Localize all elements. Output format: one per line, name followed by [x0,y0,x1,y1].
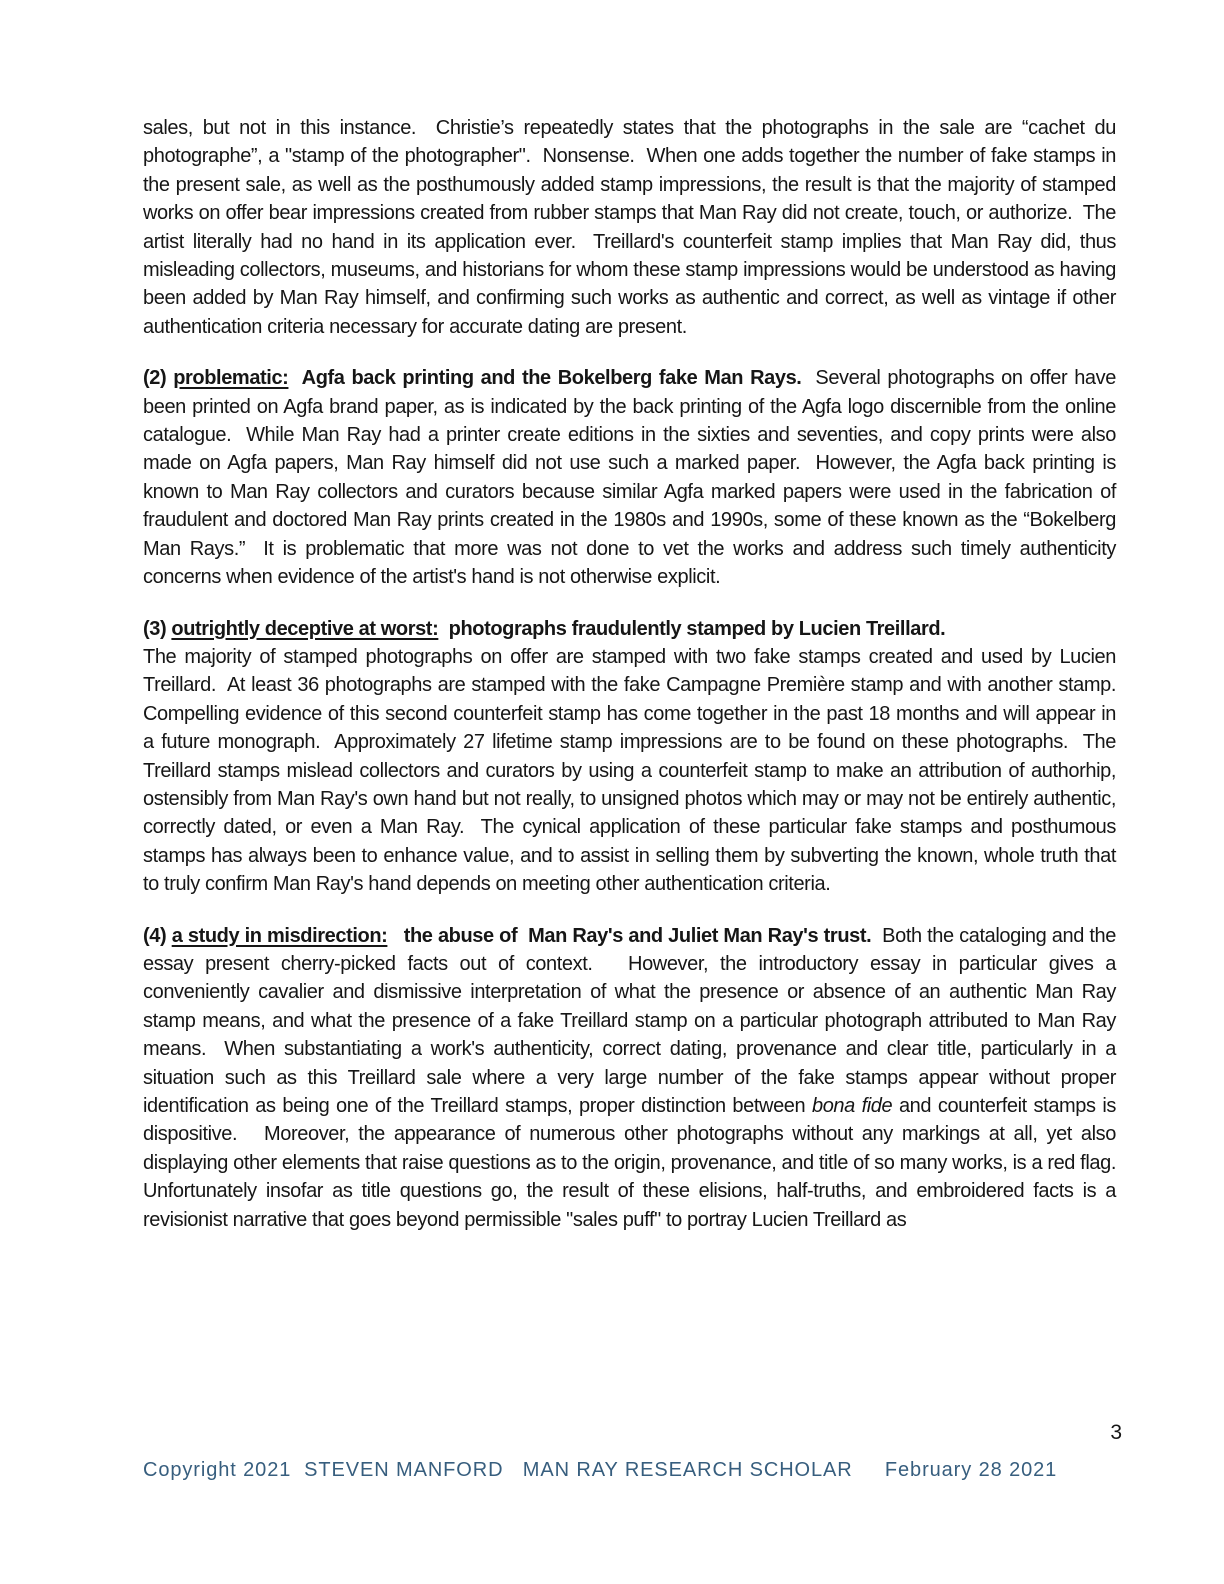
section-3-title: outrightly deceptive at worst: [171,617,439,640]
paragraph-1 [143,114,1122,341]
paragraph-4 [143,922,1127,1234]
section-3-number: (3) [143,617,172,640]
paragraph-3-text: The majority of stamped photographs on offer are stamped with two fake stamps created and used by Lucien Treillard. At least 36 photographs are stamped with the fake Campagne Première stamp and with another stamp. Compelling evidence of this second counterfeit stamp has come together in the past 18 months and will appear in a future monograph. Approximately 27 lifetime stamp impressions are to be found on these photographs. The Treillard stamps mislead collectors and curators by using a counterfeit stamp to make an attribution of authorhip, ostensibly from Man Ray's own hand but not really, to unsigned photos which may or may not be entirely authentic, correctly dated, or even a Man Ray. The cynical application of these particular fake stamps and posthumous stamps has always been to enhance value, and to assist in selling them by subverting the known, whole truth that to truly confirm Man Ray's hand depends on meeting other authentication criteria. [143,645,1127,896]
document-body [143,114,1127,1234]
paragraph-4-text-before-italic: Both the cataloging and the essay present cherry-picked facts out of context. However, the introductory essay in particular gives a conveniently cavalier and dismissive interpretation of what the presence or absence of an authentic Man Ray stamp means, and what the presence of a fake Treillard stamp on a particular photograph attributed to Man Ray means. When substantiating a work's authenticity, correct dating, provenance and clear title, particularly in a situation such as this Treillard sale where a very large number of the fake stamps appear without proper identification as being one of the Treillard stamps, proper distinction between [143,924,1122,1117]
footer-copyright: Copyright 2021 STEVEN MANFORD MAN RAY RESEARCH SCHOLAR February 28 2021 [143,1459,1058,1481]
paragraph-4-italic-phrase: bona fide [811,1095,893,1117]
section-4-subtitle: the abuse of Man Ray's and Juliet Man Ray's trust. [387,924,872,947]
paragraph-2-text: Several photographs on offer have been printed on Agfa brand paper, as is indicated by the back printing of the Agfa logo discernible from the online catalogue. While Man Ray had a printer create editions in the sixties and seventies, and copy prints were also made on Agfa papers, Man Ray himself did not use such a marked paper. However, the Agfa back printing is known to Man Ray collectors and curators because similar Agfa marked papers were used in the fabrication of fraudulent and doctored Man Ray prints created in the 1980s and 1990s, some of these known as the “Bokelberg Man Rays.” It is problematic that more was not done to vet the works and address such timely authenticity concerns when evidence of the artist's hand is not otherwise explicit. [143,367,1122,589]
section-3-subtitle: photographs fraudulently stamped by Lucien Treillard. [438,617,946,640]
section-2-subtitle: Agfa back printing and the Bokelberg fake Man Rays. [288,367,802,390]
section-2-title: problematic: [173,367,289,390]
section-4-title: a study in misdirection: [171,924,388,947]
section-3-heading [143,615,1116,643]
paragraph-2 [143,364,1122,591]
paragraph-3 [143,615,1127,899]
section-2-number: (2) [143,367,174,390]
paragraph-1-text: sales, but not in this instance. Christie’s repeatedly states that the photographs in the sale are “cachet du photographe”, a "stamp of the photographer". Nonsense. When one adds together the number of fake stamps in the present sale, as well as the posthumously added stamp impressions, the result is that the majority of stamped works on offer bear impressions created from rubber stamps that Man Ray did not create, touch, or authorize. The artist literally had no hand in its application ever. Treillard's counterfeit stamp implies that Man Ray did, thus misleading collectors, museums, and historians for whom these stamp impressions would be understood as having been added by Man Ray himself, and confirming such works as authentic and correct, as well as vintage if other authentication criteria necessary for accurate dating are present. [143,117,1122,338]
section-4-number: (4) [143,924,172,947]
paragraph-4-text-after-italic: and counterfeit stamps is dispositive. Moreover, the appearance of numerous other photographs without any markings at all, yet also displaying other elements that raise questions as to the origin, provenance, and title of so many works, is a red flag. Unfortunately insofar as title questions go, the result of these elisions, half-truths, and embroidered facts is a revisionist narrative that goes beyond permissible "sales puff" to portray Lucien Treillard as [143,1095,1127,1231]
page-number: 3 [1110,1421,1122,1444]
